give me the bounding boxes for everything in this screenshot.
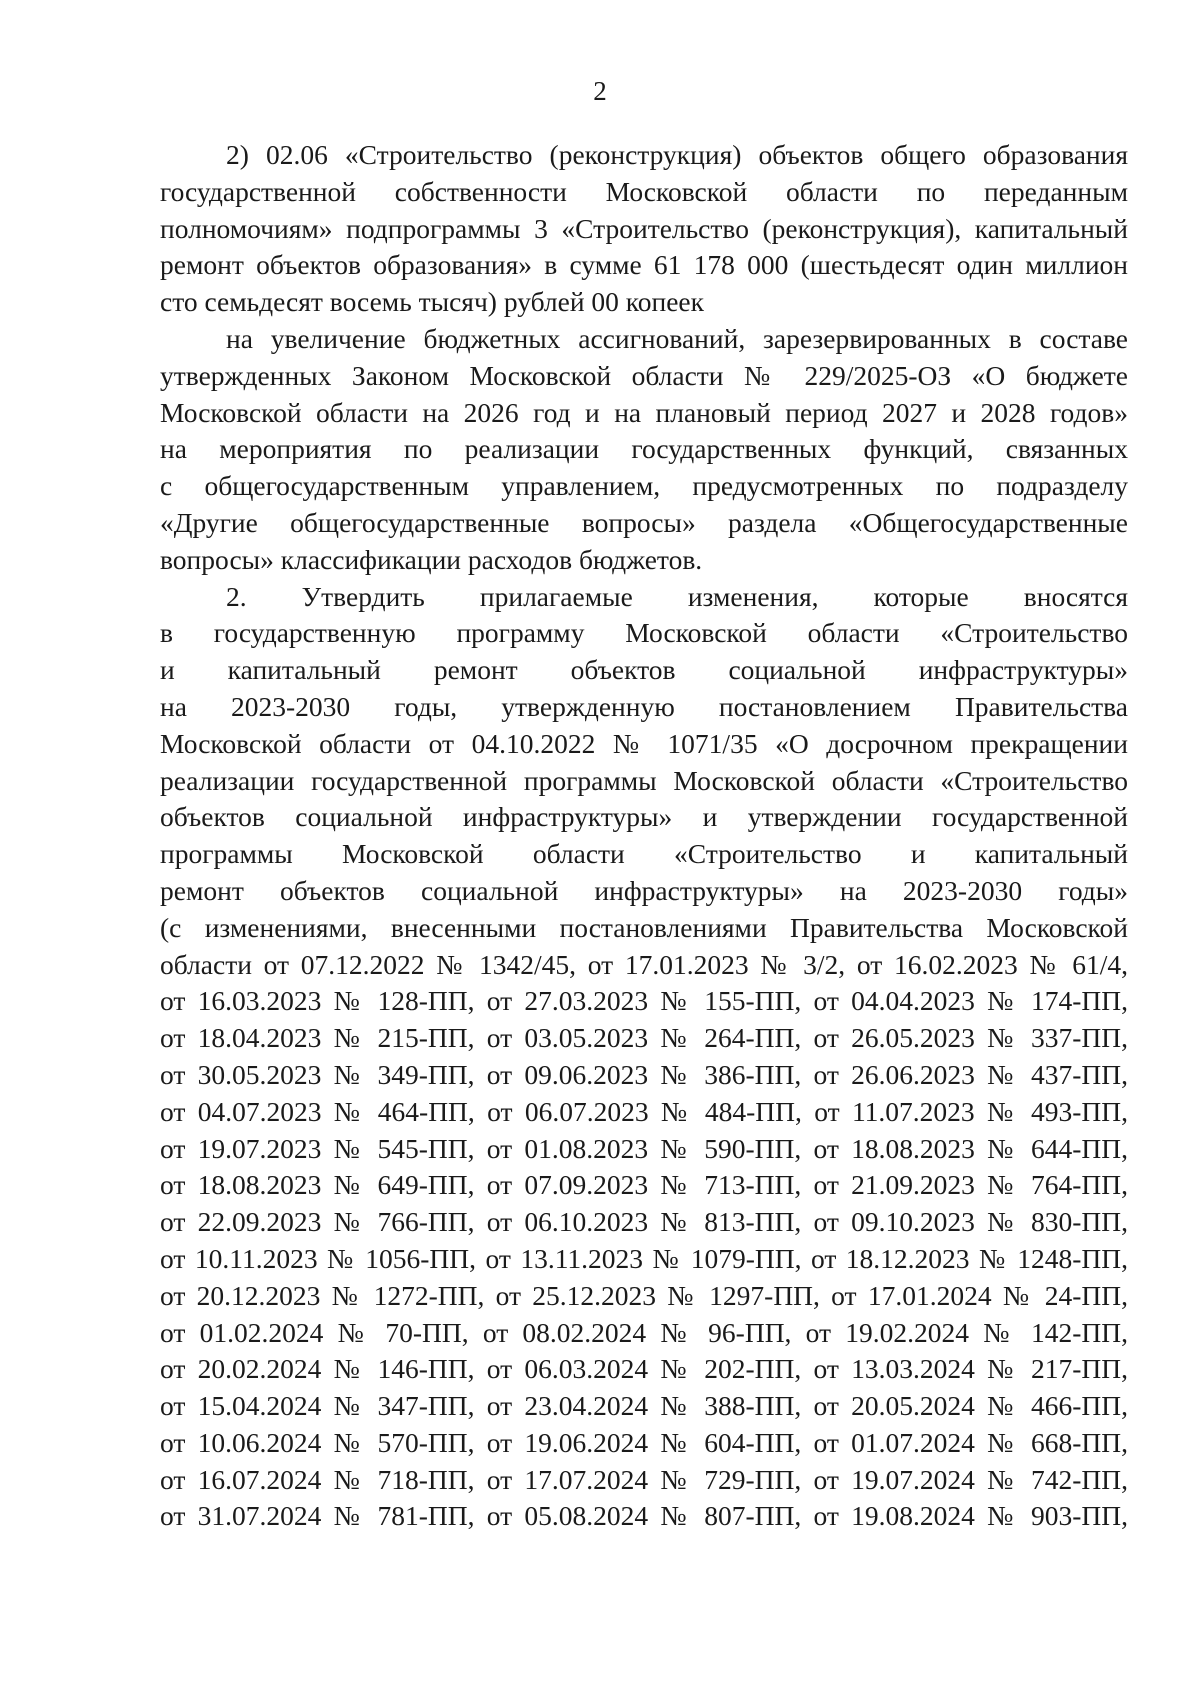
- text-line: от 18.04.2023 № 215-ПП, от 03.05.2023 № 264-ПП, от 26.05.2023 № 337-ПП,: [160, 1022, 1128, 1054]
- text-line: от 20.02.2024 № 146-ПП, от 06.03.2024 № 202-ПП, от 13.03.2024 № 217-ПП,: [160, 1353, 1128, 1385]
- text-line: реализации государственной программы Московской области «Строительство: [160, 764, 1128, 796]
- text-line: Московской области на 2026 год и на плановый период 2027 и 2028 годов»: [160, 396, 1128, 428]
- text-line: ремонт объектов социальной инфраструктуры» на 2023-2030 годы»: [160, 874, 1128, 906]
- text-line: от 19.07.2023 № 545-ПП, от 01.08.2023 № 590-ПП, от 18.08.2023 № 644-ПП,: [160, 1132, 1128, 1164]
- text-line: от 18.08.2023 № 649-ПП, от 07.09.2023 № 713-ПП, от 21.09.2023 № 764-ПП,: [160, 1169, 1128, 1201]
- text-line: от 22.09.2023 № 766-ПП, от 06.10.2023 № 813-ПП, от 09.10.2023 № 830-ПП,: [160, 1206, 1128, 1238]
- page-number: 2: [593, 76, 607, 106]
- text-line: области от 07.12.2022 № 1342/45, от 17.01.2023 № 3/2, от 16.02.2023 № 61/4,: [160, 948, 1128, 980]
- text-line: вопросы» классификации расходов бюджетов.: [160, 543, 703, 575]
- text-line: от 20.12.2023 № 1272-ПП, от 25.12.2023 № 1297-ПП, от 17.01.2024 № 24-ПП,: [160, 1279, 1128, 1311]
- text-line: 2. Утвердить прилагаемые изменения, которые вносятся: [226, 580, 1128, 612]
- text-line: 2) 02.06 «Строительство (реконструкция) объектов общего образования: [226, 139, 1128, 170]
- text-line: и капитальный ремонт объектов социальной инфраструктуры»: [160, 654, 1128, 686]
- text-line: утвержденных Законом Московской области № 229/2025-ОЗ «О бюджете: [160, 359, 1128, 391]
- text-line: от 16.03.2023 № 128-ПП, от 27.03.2023 № 155-ПП, от 04.04.2023 № 174-ПП,: [160, 985, 1128, 1017]
- text-line: объектов социальной инфраструктуры» и утверждении государственной: [160, 801, 1128, 833]
- text-line: от 10.11.2023 № 1056-ПП, от 13.11.2023 № 1079-ПП, от 18.12.2023 № 1248-ПП,: [160, 1242, 1128, 1274]
- text-line: в государственную программу Московской области «Строительство: [160, 617, 1128, 649]
- text-line: от 30.05.2023 № 349-ПП, от 09.06.2023 № 386-ПП, от 26.06.2023 № 437-ПП,: [160, 1058, 1128, 1090]
- text-line: программы Московской области «Строительство и капитальный: [160, 838, 1128, 870]
- text-line: от 15.04.2024 № 347-ПП, от 23.04.2024 № 388-ПП, от 20.05.2024 № 466-ПП,: [160, 1390, 1128, 1422]
- text-line: полномочиям» подпрограммы 3 «Строительство (реконструкция), капитальный: [160, 212, 1128, 244]
- text-line: от 16.07.2024 № 718-ПП, от 17.07.2024 № 729-ПП, от 19.07.2024 № 742-ПП,: [160, 1463, 1128, 1495]
- document-body: [160, 137, 1128, 1535]
- text-line: (с изменениями, внесенными постановлениями Правительства Московской: [160, 911, 1128, 943]
- text-line: с общегосударственным управлением, предусмотренных по подразделу: [160, 470, 1128, 502]
- text-line: «Другие общегосударственные вопросы» раздела «Общегосударственные: [160, 506, 1128, 538]
- text-line: на мероприятия по реализации государственных функций, связанных: [160, 433, 1128, 465]
- text-line: Московской области от 04.10.2022 № 1071/35 «О досрочном прекращении: [160, 727, 1128, 759]
- text-line: от 01.02.2024 № 70-ПП, от 08.02.2024 № 96-ПП, от 19.02.2024 № 142-ПП,: [160, 1316, 1128, 1348]
- text-line: на увеличение бюджетных ассигнований, зарезервированных в составе: [226, 322, 1128, 354]
- text-line: от 10.06.2024 № 570-ПП, от 19.06.2024 № 604-ПП, от 01.07.2024 № 668-ПП,: [160, 1426, 1128, 1458]
- text-line: от 31.07.2024 № 781-ПП, от 05.08.2024 № 807-ПП, от 19.08.2024 № 903-ПП,: [160, 1500, 1128, 1532]
- text-line: государственной собственности Московской области по переданным: [160, 175, 1128, 207]
- text-line: сто семьдесят восемь тысяч) рублей 00 копеек: [160, 286, 704, 318]
- text-line: от 04.07.2023 № 464-ПП, от 06.07.2023 № 484-ПП, от 11.07.2023 № 493-ПП,: [160, 1095, 1128, 1127]
- text-line: ремонт объектов образования» в сумме 61 178 000 (шестьдесят один миллион: [160, 249, 1128, 281]
- text-line: на 2023-2030 годы, утвержденную постановлением Правительства: [160, 690, 1128, 722]
